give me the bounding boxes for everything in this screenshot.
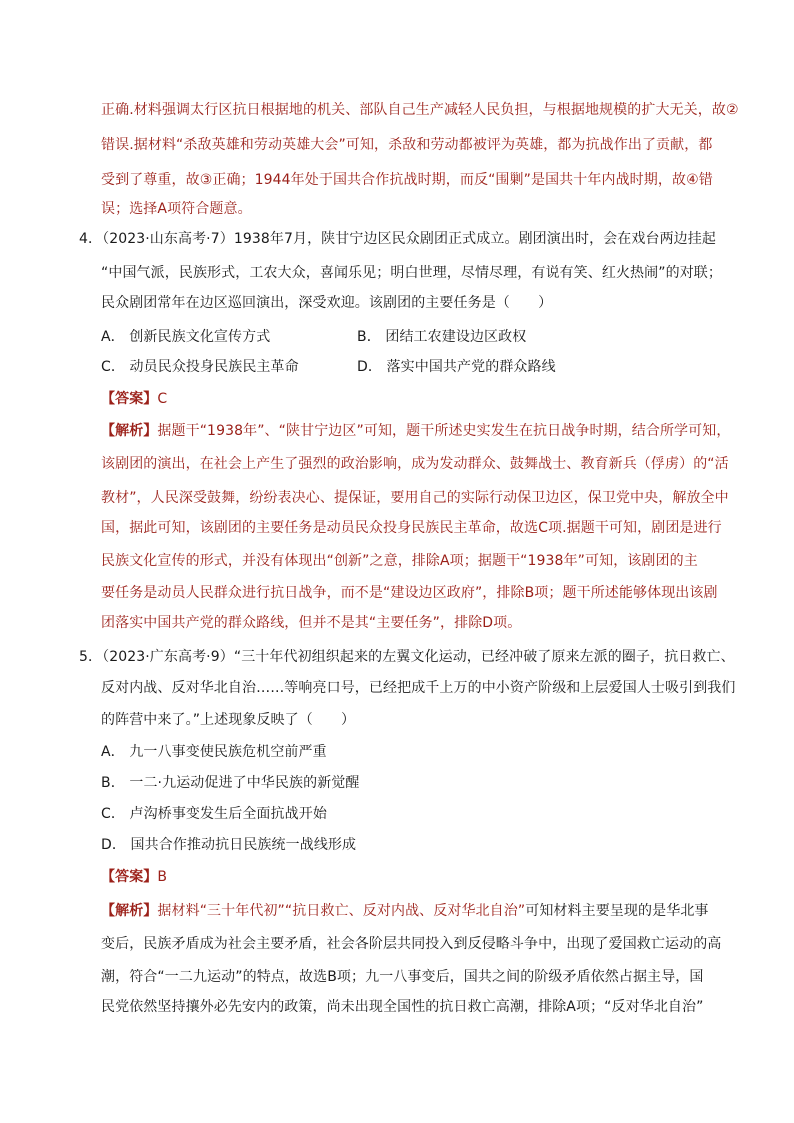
q5-option-c: C． 卢沟桥事变发生后全面抗战开始 [101,806,327,822]
q4-answer-value: C [157,391,168,407]
q4-options-row-2 [101,357,556,377]
q4-options-row-1 [101,327,527,347]
q4-answer-label: 【答案】 [101,391,158,407]
q4-analysis-line-7: 团落实中国共产党的群众路线，但并不是其“主要任务”，排除D项。 [101,615,522,631]
q4-stem-line-1: 4．（2023·山东高考·7）1938年7月，陕甘宁边区民众剧团正式成立。剧团演出时，会在戏台两边挂起 [79,231,716,247]
q5-analysis-line-4: 民党依然坚持攘外必先安内的政策，尚未出现全国性的抗日救亡高潮，排除A项；“反对华北自治” [101,999,704,1015]
q5-analysis-text-1-red: 据材料“三十年代初”“抗日救亡、反对内战、反对华北自治” [157,903,526,919]
q5-analysis-line-1 [101,901,709,921]
q4-stem-line-2: “中国气派，民族形式，工农大众，喜闻乐见；明白世理，尽情尽理，有说有笑、红火热闹”的对联； [101,265,723,281]
q4-analysis-line-2: 该剧团的演出，在社会上产生了强烈的政治影响，成为发动群众、鼓舞战士、教育新兵（俘虏）的“活 [101,456,729,472]
q5-stem-line-3: 的阵营中来了。”上述现象反映了（ ） [101,712,356,728]
prev-analysis-line-2: 错误.据材料“杀敌英雄和劳动英雄大会”可知，杀敌和劳动都被评为英雄，都为抗战作出了贡献，都 [101,137,713,153]
q5-option-a: A． 九一八事变使民族危机空前严重 [101,744,327,760]
q4-stem-line-3: 民众剧团常年在边区巡回演出，深受欢迎。该剧团的主要任务是（ ） [101,295,553,311]
q5-answer [101,867,167,887]
q5-analysis-line-2: 变后，民族矛盾成为社会主要矛盾，社会各阶层共同投入到反侵略斗争中，出现了爱国救亡运动的高 [101,936,722,952]
q5-analysis-line-3: 潮，符合“一二九运动”的特点，故选B项；九一八事变后，国共之间的阶级矛盾依然占据主导，国 [101,969,704,985]
prev-analysis-line-3: 受到了尊重，故③正确；1944年处于国共合作抗战时期，而反“围剿”是国共十年内战时期，故④错 [101,172,713,188]
q4-option-d: D． 落实中国共产党的群众路线 [357,359,556,375]
q5-analysis-text-1-black: 可知材料主要呈现的是华北事 [525,903,709,919]
q5-option-d: D． 国共合作推动抗日民族统一战线形成 [101,837,357,853]
q4-analysis-line-5: 民族文化宣传的形式，并没有体现出“创新”之意，排除A项；据题干“1938年”可知，该剧团的主 [101,553,698,569]
q5-stem-line-2: 反对内战、反对华北自治……等响亮口号，已经把成千上万的中小资产阶级和上层爱国人士吸引到我们 [101,680,736,696]
q5-answer-value: B [157,869,168,885]
prev-analysis-line-1: 正确.材料强调太行区抗日根据地的机关、部队自己生产减轻人民负担，与根据地规模的扩大无关，故② [101,102,739,118]
q4-option-b: B． 团结工农建设边区政权 [357,329,527,345]
q4-analysis-label: 【解析】 [101,423,158,439]
q5-option-b: B． 一二·九运动促进了中华民族的新觉醒 [101,775,360,791]
q4-option-a: A． 创新民族文化宣传方式 [101,329,271,345]
q4-answer [101,389,167,409]
q4-analysis-line-4: 国，据此可知，该剧团的主要任务是动员民众投身民族民主革命，故选C项.据题干可知，剧团是进行 [101,520,722,536]
q5-answer-label: 【答案】 [101,869,158,885]
q4-analysis-line-3: 教材”，人民深受鼓舞，纷纷表决心、提保证，要用自己的实际行动保卫边区，保卫党中央，解放全中 [101,490,729,506]
q4-analysis-line-1 [101,421,730,441]
prev-analysis-line-4: 误；选择A项符合题意。 [101,201,252,217]
q4-analysis-text-1: 据题干“1938年”、“陕甘宁边区”可知，题干所述史实发生在抗日战争时期，结合所学可知， [157,423,731,439]
q5-analysis-label: 【解析】 [101,903,158,919]
q5-stem-line-1: 5．（2023·广东高考·9）“三十年代初组织起来的左翼文化运动，已经冲破了原来左派的圈子，抗日救亡、 [79,649,735,665]
q4-analysis-line-6: 要任务是动员人民群众进行抗日战争，而不是“建设边区政府”，排除B项；题干所述能够体现出该剧 [101,585,718,601]
q4-option-c: C． 动员民众投身民族民主革命 [101,359,299,375]
